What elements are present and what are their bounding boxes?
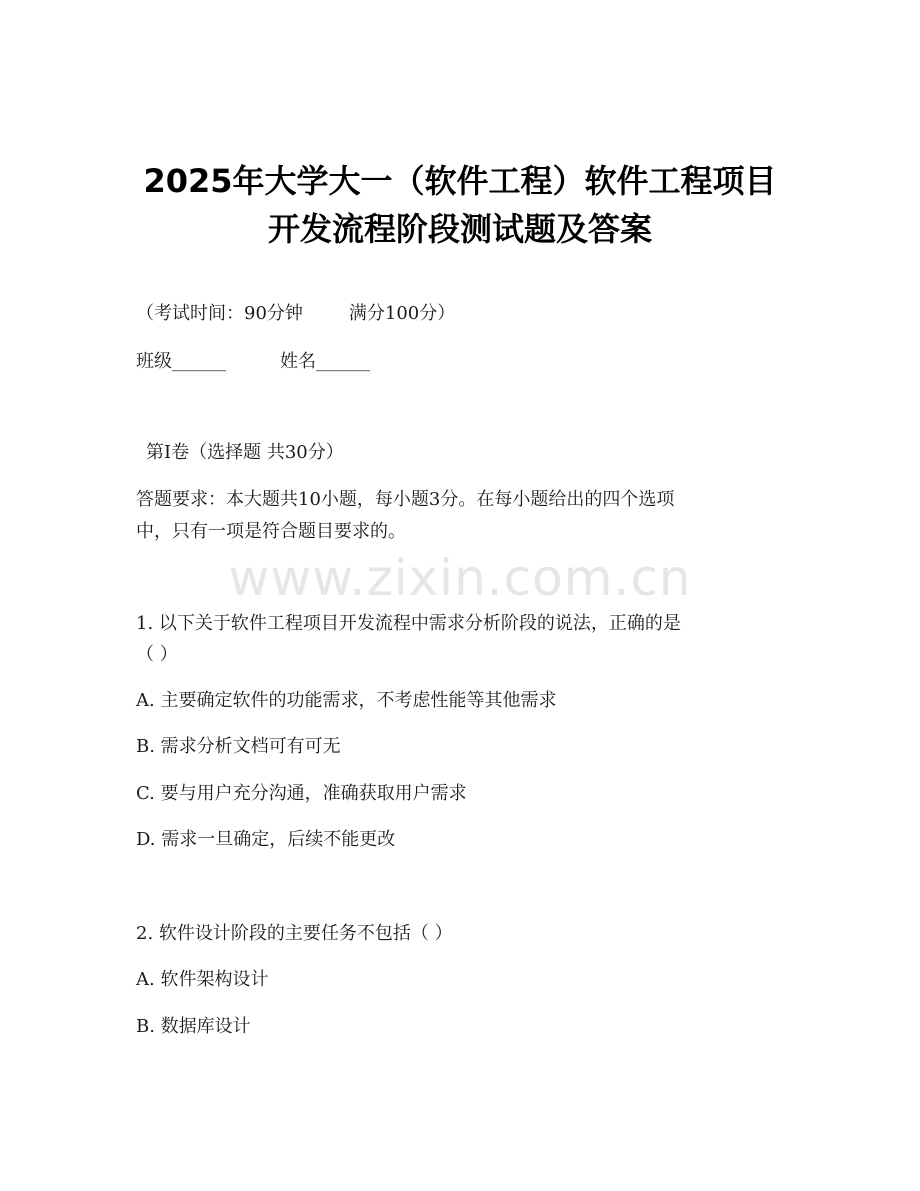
name-field-label: 姓名______ [280,351,370,372]
document-title-line-1: 2025年大学大一（软件工程）软件工程项目 [143,162,777,200]
watermark: www.zixin.com.cn [228,549,692,607]
question-1-option-d: D. 需求一旦确定，后续不能更改 [136,829,396,850]
question-1-option-b: B. 需求分析文档可有可无 [136,736,341,757]
question-1-stem-line-2: （ ） [136,644,178,665]
section-requirement-line-1: 答题要求：本大题共10小题，每小题3分。在每小题给出的四个选项 [136,489,675,510]
exam-time: （考试时间：90分钟 [136,303,303,324]
section-requirement-line-2: 中，只有一项是符合题目要求的。 [136,521,406,542]
question-1-option-c: C. 要与用户充分沟通，准确获取用户需求 [136,783,467,804]
question-2-option-b: B. 数据库设计 [136,1016,251,1037]
question-2-option-a: A. 软件架构设计 [136,969,269,990]
exam-info [136,302,455,326]
exam-score: 满分100分） [348,303,456,324]
question-1-stem-line-1: 1. 以下关于软件工程项目开发流程中需求分析阶段的说法，正确的是 [136,613,681,634]
student-info [136,350,370,374]
class-field-label: 班级______ [136,351,226,372]
question-2-stem-line-1: 2. 软件设计阶段的主要任务不包括（ ） [136,923,453,944]
document-title-line-2: 开发流程阶段测试题及答案 [267,210,652,248]
question-1-option-a: A. 主要确定软件的功能需求，不考虑性能等其他需求 [136,690,557,711]
section-heading: 第I卷（选择题 共30分） [146,442,344,463]
